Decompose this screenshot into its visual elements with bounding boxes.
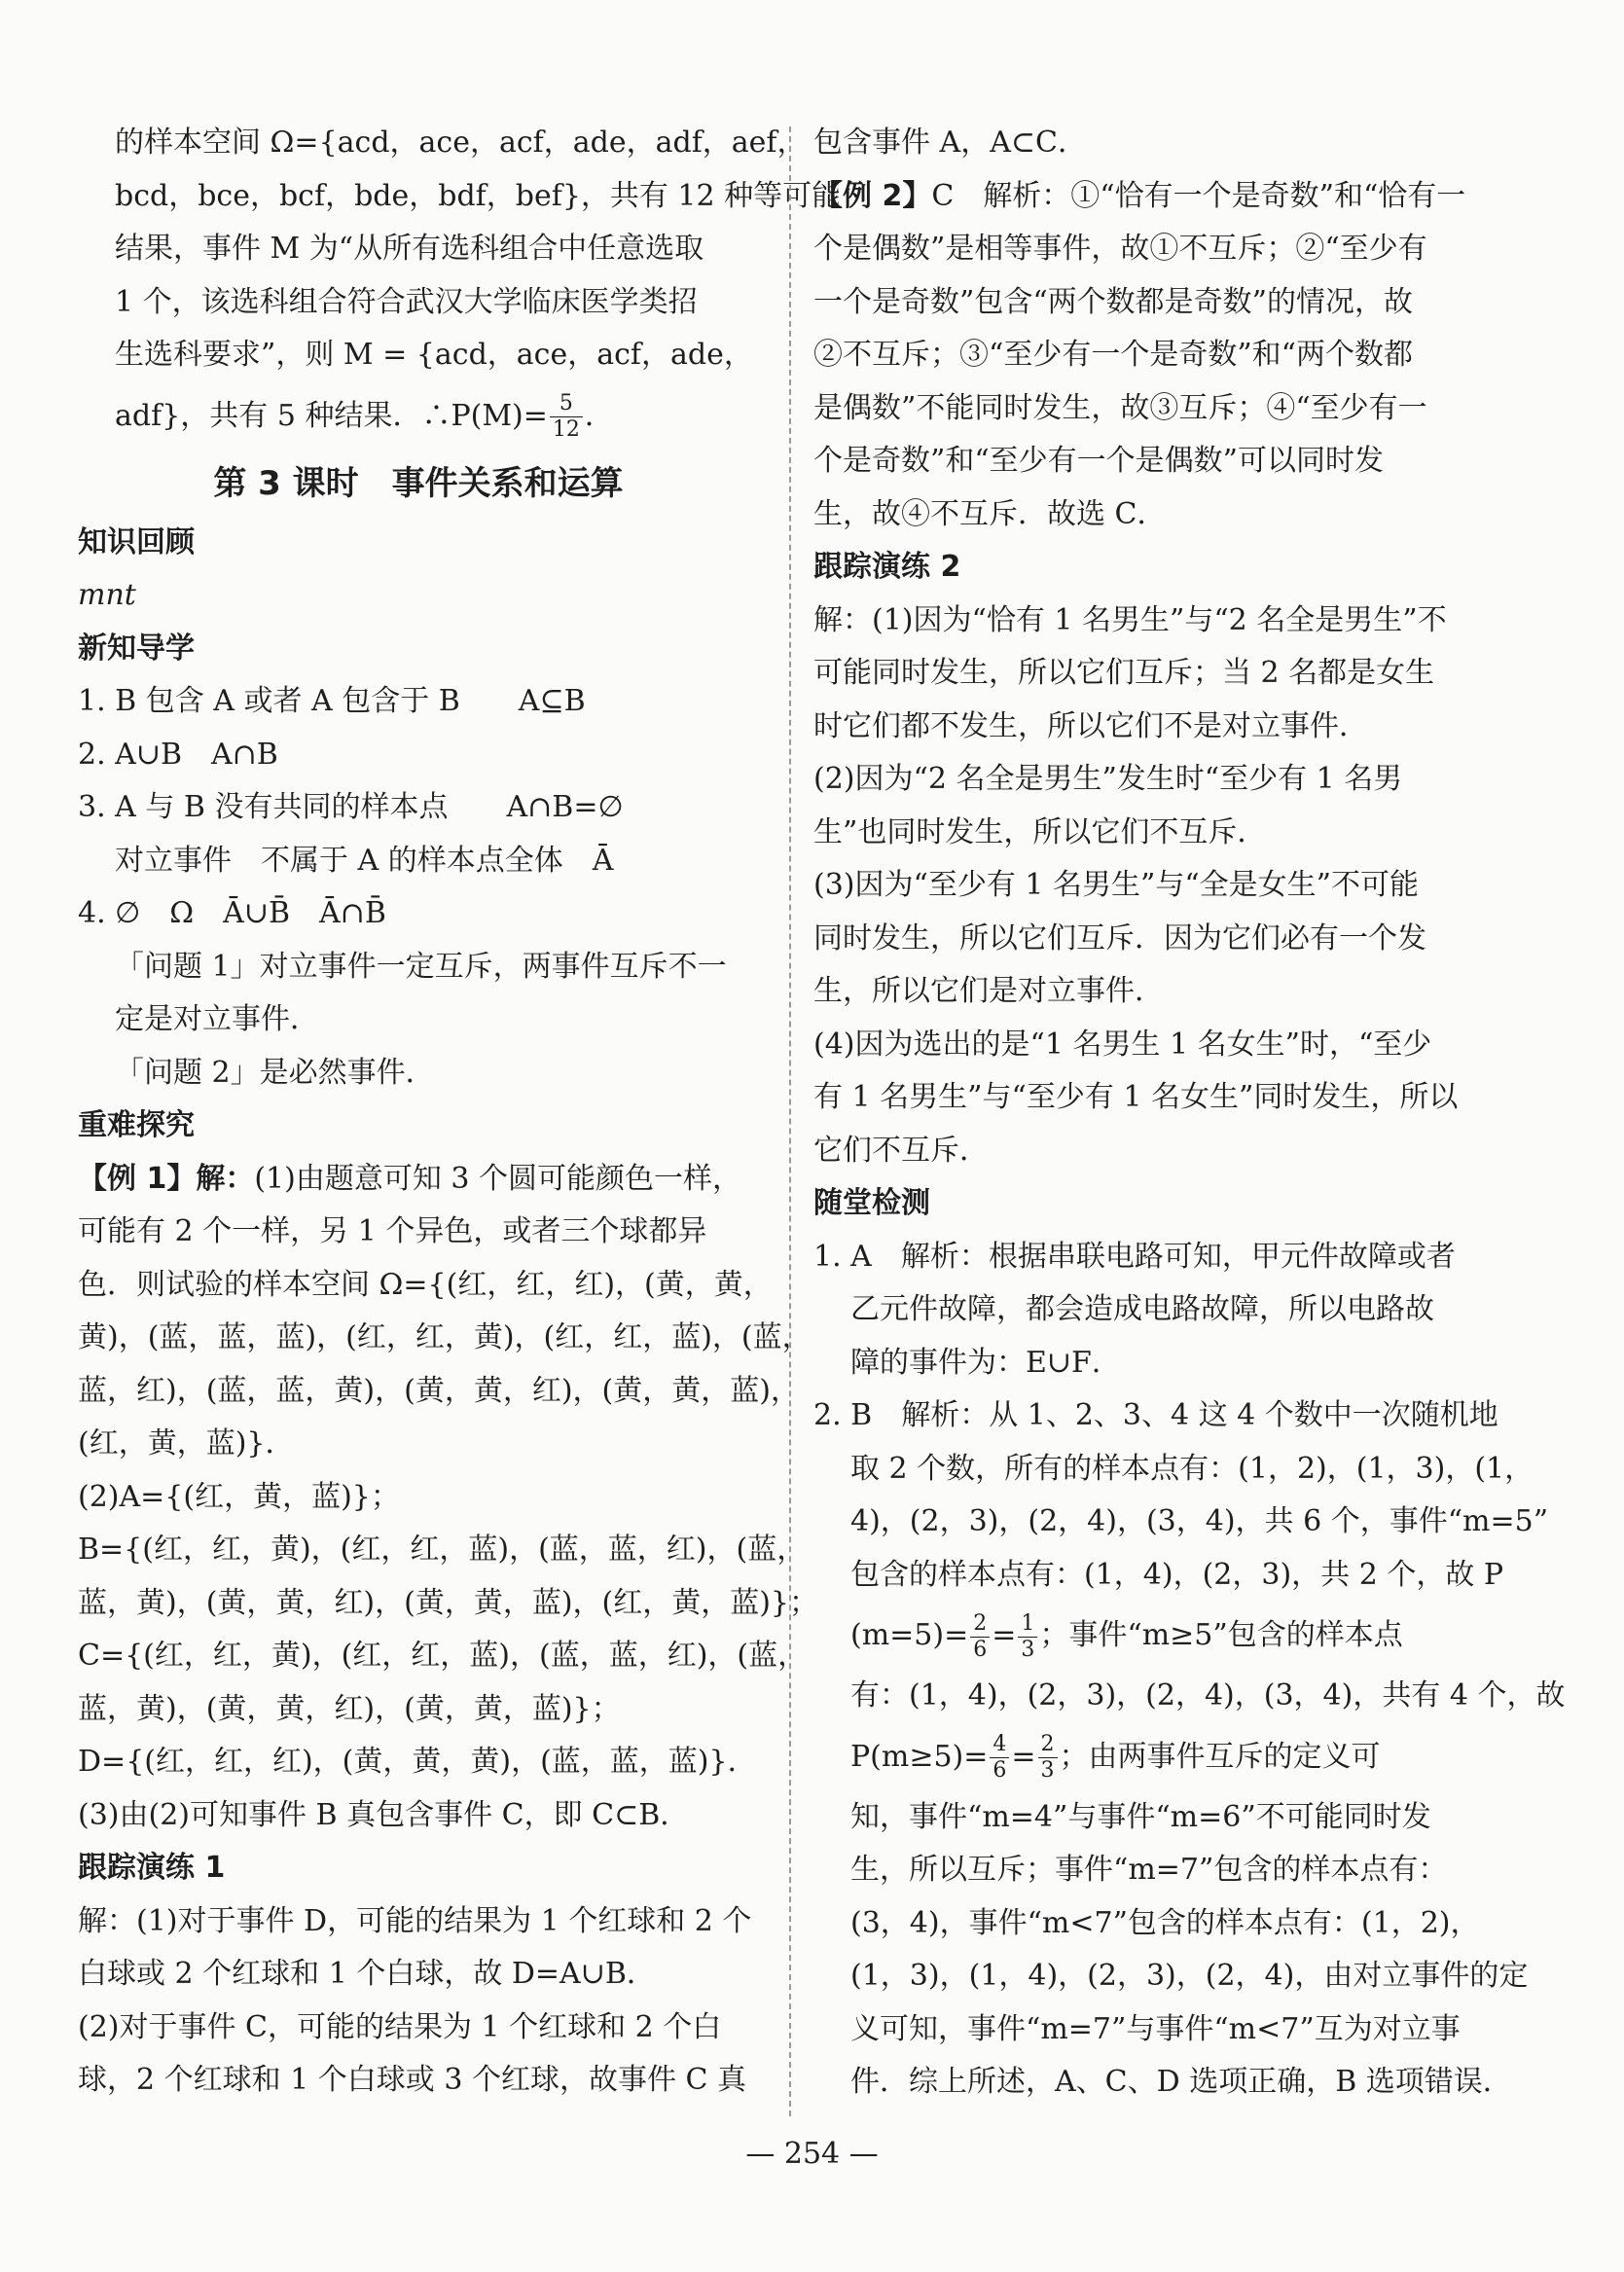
fraction-numerator: 5	[550, 391, 583, 417]
fraction-numerator: 1	[1018, 1611, 1037, 1638]
text-segment: C 解析：①“恰有一个是奇数”和“恰有一	[931, 178, 1466, 213]
section-heading: 重难探究	[78, 1108, 195, 1142]
text-line: 它们不互斥．	[813, 1133, 989, 1168]
text-line: bcd，bce，bcf，bde，bdf，bef}，共有 12 种等可能	[115, 178, 842, 213]
text-line: 色．则试验的样本空间 Ω={(红，红，红)，(黄，黄，	[78, 1267, 773, 1302]
lesson-number: 第 3 课时	[213, 463, 359, 503]
text-line: 同时发生，所以它们互斥．因为它们必有一个发	[813, 920, 1426, 956]
fraction	[1038, 1732, 1058, 1784]
text-segment: ；由两事件互斥的定义可	[1059, 1739, 1381, 1774]
text-line: 可能同时发生，所以它们互斥；当 2 名都是女生	[813, 656, 1435, 690]
fraction-numerator: 2	[970, 1611, 990, 1638]
fraction-denominator: 3	[1021, 1637, 1035, 1662]
text-line: (2)因为“2 名全是男生”发生时“至少有 1 名男	[813, 762, 1403, 796]
answer-item: 「问题 2」是必然事件．	[115, 1055, 435, 1090]
text-line: (2)A={(红，黄，蓝)}；	[78, 1479, 400, 1514]
text-line: 4)，(2，3)，(2，4)，(3，4)，共 6 个，事件“m=5”	[850, 1504, 1549, 1538]
text-segment: =	[1011, 1739, 1036, 1774]
text-line: 乙元件故障，都会造成电路故障，所以电路故	[850, 1292, 1434, 1326]
left-column	[78, 117, 842, 2108]
text-line: 可能有 2 个一样，另 1 个异色，或者三个球都异	[78, 1214, 707, 1248]
section-heading: 随堂检测	[813, 1186, 930, 1220]
text-line: 有：(1，4)，(2，3)，(2，4)，(3，4)，共有 4 个，故	[850, 1678, 1566, 1713]
text-segment: (1)由题意可知 3 个圆可能颜色一样，	[254, 1161, 741, 1196]
text-segment: ；事件“m≥5”包含的样本点	[1039, 1618, 1403, 1652]
text-line: 包含的样本点有：(1，4)，(2，3)，共 2 个，故 P	[850, 1557, 1504, 1592]
text-line: D={(红，红，红)，(黄，黄，黄)，(蓝，蓝，蓝)}．	[78, 1745, 757, 1779]
text-line: 个是奇数”和“至少有一个是偶数”可以同时发	[813, 444, 1385, 478]
text-line: (3，4)，事件“m<7”包含的样本点有：(1，2)，	[850, 1905, 1480, 1940]
text-line: 解：(1)因为“恰有 1 名男生”与“2 名全是男生”不	[813, 602, 1447, 637]
text-line: 件．综上所述，A、C、D 选项正确，B 选项错误．	[850, 2065, 1512, 2099]
text-line: 结果，事件 M 为“从所有选科组合中任意选取	[115, 232, 704, 266]
text-line-with-fraction	[813, 1723, 1506, 1791]
text-line	[813, 170, 1506, 224]
text-line-with-fraction	[813, 1602, 1506, 1670]
example-tag: 【例 2】	[813, 178, 932, 213]
text-line: 蓝，红)，(蓝，蓝，黄)，(黄，黄，红)，(黄，黄，蓝)，	[78, 1373, 800, 1408]
text-line: 1. A 解析：根据串联电路可知，甲元件故障或者	[813, 1239, 1456, 1274]
text-line: 2. B 解析：从 1、2、3、4 这 4 个数中一次随机地	[813, 1398, 1498, 1432]
text-line: 1 个，该选科组合符合武汉大学临床医学类招	[115, 284, 698, 319]
text-line: 生”也同时发生，所以它们不互斥．	[813, 814, 1267, 849]
fraction-numerator: 4	[990, 1732, 1009, 1758]
text-segment: P(m≥5)=	[850, 1739, 989, 1774]
fraction-denominator: 6	[973, 1637, 988, 1662]
text-line: (红，黄，蓝)}．	[78, 1426, 295, 1461]
text-line: 有 1 名男生”与“至少有 1 名女生”同时发生，所以	[813, 1080, 1459, 1114]
fraction-denominator: 12	[552, 417, 580, 442]
text-segment: =	[992, 1618, 1017, 1652]
text-line: 知，事件“m=4”与事件“m=6”不可能同时发	[850, 1799, 1431, 1834]
page-number: — 254 —	[745, 2137, 879, 2171]
answer-item: 3. A 与 B 没有共同的样本点 A∩B=∅	[78, 790, 624, 824]
text-line	[78, 1153, 759, 1207]
fraction	[550, 391, 583, 443]
text-line-with-fraction	[78, 382, 759, 451]
fraction	[970, 1611, 990, 1663]
answer-text: mnt	[78, 578, 136, 612]
text-line: (1，3)，(1，4)，(2，3)，(2，4)，由对立事件的定	[850, 1959, 1529, 1993]
text-line: (2)对于事件 C，可能的结果为 1 个红球和 2 个白	[78, 2009, 722, 2044]
text-line: (3)由(2)可知事件 B 真包含事件 C，即 C⊂B．	[78, 1797, 690, 1832]
text-line: 黄)，(蓝，蓝，蓝)，(红，红，黄)，(红，红，蓝)，(蓝，	[78, 1320, 812, 1354]
fraction	[1018, 1611, 1037, 1663]
text-segment: adf}，共有 5 种结果．∴P(M)=	[115, 398, 548, 433]
answer-item: 定是对立事件．	[115, 1002, 319, 1036]
text-line: 是偶数”不能同时发生，故③互斥；④“至少有一	[813, 390, 1427, 425]
text-segment: ．	[584, 398, 614, 433]
text-line: 球，2 个红球和 1 个白球或 3 个红球，故事件 C 真	[78, 2063, 746, 2097]
answer-item: 对立事件 不属于 A 的样本点全体 Ā	[115, 843, 614, 878]
answer-item: 1. B 包含 A 或者 A 包含于 B A⊆B	[78, 684, 586, 718]
section-heading: 跟踪演练 2	[813, 550, 961, 584]
text-line: ②不互斥；③“至少有一个是奇数”和“两个数都	[813, 338, 1414, 372]
text-line: 障的事件为：E∪F．	[850, 1345, 1121, 1380]
fraction-denominator: 3	[1040, 1758, 1055, 1783]
lesson-name: 事件关系和运算	[391, 463, 624, 503]
text-line: 生，故④不互斥．故选 C．	[813, 496, 1167, 531]
text-line: 个是偶数”是相等事件，故①不互斥；②“至少有	[813, 232, 1427, 266]
text-line: B={(红，红，黄)，(红，红，蓝)，(蓝，蓝，红)，(蓝，	[78, 1533, 807, 1567]
text-line: 生选科要求”，则 M = {acd，ace，acf，ade，	[115, 338, 753, 372]
text-line: C={(红，红，黄)，(红，红，蓝)，(蓝，蓝，红)，(蓝，	[78, 1639, 808, 1673]
text-line: 蓝，黄)，(黄，黄，红)，(黄，黄，蓝)}；	[78, 1691, 621, 1726]
text-line: 白球或 2 个红球和 1 个白球，故 D=A∪B．	[78, 1957, 656, 1991]
text-line: 生，所以互斥；事件“m=7”包含的样本点有：	[850, 1853, 1448, 1887]
column-divider	[789, 126, 791, 2116]
text-line: 解：(1)对于事件 D，可能的结果为 1 个红球和 2 个	[78, 1903, 752, 1938]
answer-item: 2. A∪B A∩B	[78, 737, 278, 772]
example-tag: 【例 1】解：	[78, 1161, 255, 1196]
section-heading: 跟踪演练 1	[78, 1851, 226, 1885]
section-heading: 新知导学	[78, 631, 195, 666]
text-line: (4)因为选出的是“1 名男生 1 名女生”时，“至少	[813, 1027, 1432, 1062]
fraction-denominator: 6	[992, 1758, 1007, 1783]
answer-item: 「问题 1」对立事件一定互斥，两事件互斥不一	[115, 949, 727, 984]
right-column	[813, 117, 1566, 2110]
text-line: 的样本空间 Ω={acd，ace，acf，ade，adf，aef，	[115, 126, 807, 160]
text-line: 生，所以它们是对立事件．	[813, 974, 1164, 1008]
text-line: 时它们都不发生，所以它们不是对立事件．	[813, 708, 1368, 743]
fraction-numerator: 2	[1038, 1732, 1058, 1758]
text-line: 包含事件 A，A⊂C．	[813, 126, 1087, 160]
fraction	[990, 1732, 1009, 1784]
text-segment: (m=5)=	[850, 1618, 969, 1652]
text-line: 蓝，黄)，(黄，黄，红)，(黄，黄，蓝)，(红，黄，蓝)}；	[78, 1585, 819, 1620]
answer-item: 4. ∅ Ω Ā∪B̄ Ā∩B̄	[78, 896, 386, 930]
text-line: 取 2 个数，所有的样本点有：(1，2)，(1，3)，(1，	[850, 1451, 1534, 1486]
text-line: (3)因为“至少有 1 名男生”与“全是女生”不可能	[813, 868, 1420, 902]
lesson-title	[78, 451, 759, 517]
text-line: 一个是奇数”包含“两个数都是奇数”的情况，故	[813, 284, 1414, 319]
section-heading: 知识回顾	[78, 524, 195, 559]
text-line: 义可知，事件“m=7”与事件“m<7”互为对立事	[850, 2011, 1461, 2046]
